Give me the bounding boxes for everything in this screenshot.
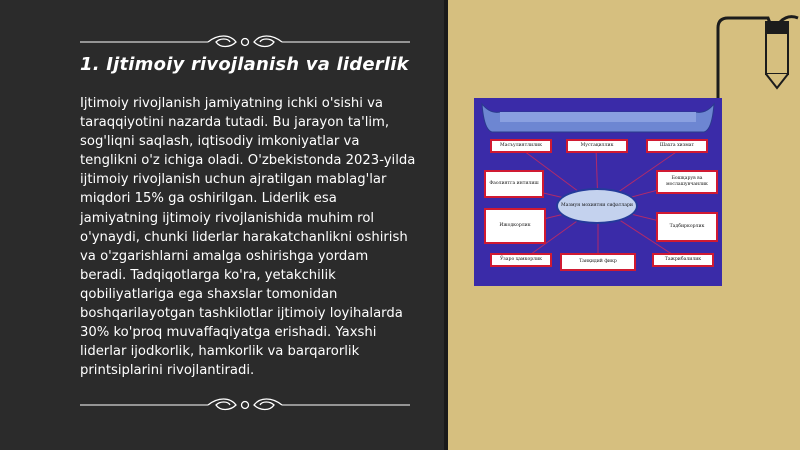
photo-corner-ornament — [710, 0, 800, 100]
diagram-box-1: Масъулиятлилик — [490, 139, 552, 153]
diagram-box-10: Тажрибалилик — [652, 253, 714, 267]
slide-title: 1. Ijtimoiy rivojlanish va liderlik — [80, 54, 409, 75]
diagram-box-9: Танқидий фикр — [560, 253, 636, 271]
diagram-box-4: Фаолиятга интилиш — [484, 170, 544, 198]
panel-divider — [444, 0, 448, 450]
diagram-box-2: Мустақиллик — [566, 139, 628, 153]
diagram-box-5: Бошқарув ва мослашувчанлик — [656, 170, 718, 194]
diagram-center-oval: Мазмун мохиятни сифатлари — [556, 188, 638, 224]
top-flourish-ornament — [80, 33, 410, 51]
bottom-flourish-ornament — [80, 396, 410, 414]
diagram-box-8: Ўзаро ҳамкорлик — [490, 253, 552, 267]
diagram-box-7: Тадбиркорлик — [656, 212, 718, 242]
slide-body-text: Ijtimoiy rivojlanish jamiyatning ichki o'sishi va taraqqiyotini nazarda tutadi. Bu jarayon ta'lim, sog'liqni saqlash, iqtisodiy imkoniyatlar va tenglikni o'z ichiga oladi. O'zbekistonda 2023-yilda ijtimoiy rivojlanish uchun ajratilgan mablag'lar miqdori 15% ga oshirilgan. Liderlik esa jamiyatning ijtimoiy rivojlanishida muhim rol o'ynaydi, chunki liderlar harakatchanlikni oshirish va o'zgarishlarni amalga oshirishga yordam beradi. Tadqiqotlarga ko'ra, yetakchilik qobiliyatlariga ega shaxslar tomonidan boshqarilayotgan tashkilotlar ijtimoiy loyihalarda 30% ko'proq muvaffaqiyatga erishadi. Yaxshi liderlar ijodkorlik, hamkorlik va barqarorlik printsiplarini rivojlantiradi. — [80, 96, 416, 379]
diagram-box-3: Шахга хизмат — [646, 139, 708, 153]
diagram-box-6: Ижодкорлик — [484, 208, 546, 244]
